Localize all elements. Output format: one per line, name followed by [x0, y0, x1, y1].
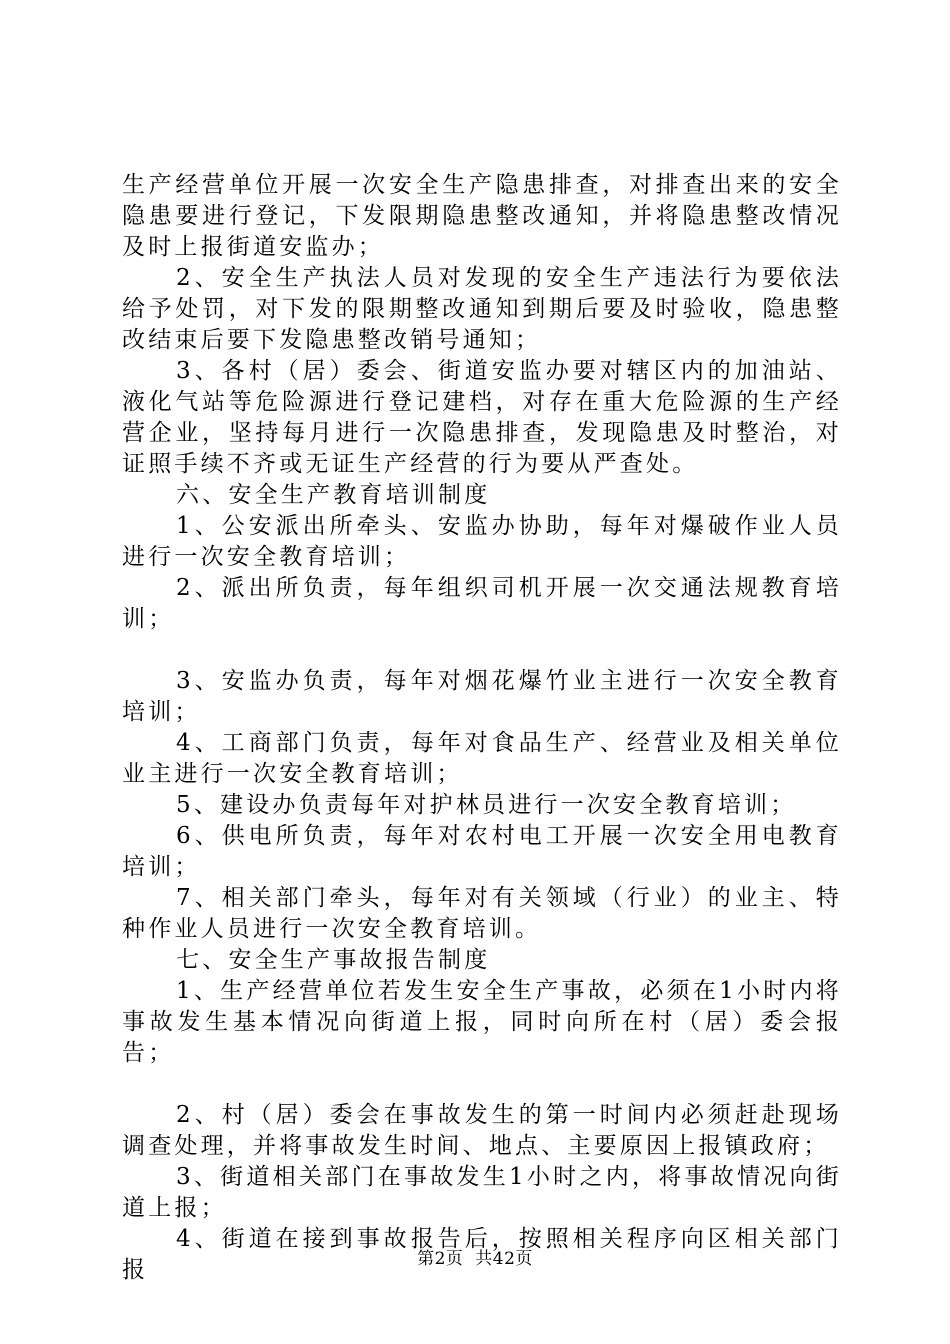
paragraph-item-6: 6、供电所负责，每年对农村电工开展一次安全用电教育培训；: [122, 823, 842, 880]
document-body: [122, 170, 842, 1286]
paragraph-item-4: 4、街道在接到事故报告后，按照相关程序向区相关部门报: [122, 1226, 842, 1283]
paragraph-item-2: 2、村（居）委会在事故发生的第一时间内必须赶赴现场调查处理，并将事故发生时间、地点、主要原因上报镇政府；: [122, 1102, 842, 1159]
paragraph-item-5: 5、建设办负责每年对护林员进行一次安全教育培训；: [176, 792, 797, 818]
paragraph-item-1: 1、公安派出所牵头、安监办协助，每年对爆破作业人员进行一次安全教育培训；: [122, 513, 842, 570]
paragraph-item-2: 2、派出所负责，每年组织司机开展一次交通法规教育培训；: [122, 575, 842, 632]
section-heading-six: 六、安全生产教育培训制度: [176, 482, 491, 508]
footer-separator: [463, 1249, 475, 1269]
page-footer: [0, 1244, 950, 1269]
paragraph-continuation: 生产经营单位开展一次安全生产隐患排查，对排查出来的安全隐患要进行登记，下发限期隐患整改通知，并将隐患整改情况及时上报街道安监办；: [122, 172, 842, 260]
paragraph-item-3: 3、各村（居）委会、街道安监办要对辖区内的加油站、液化气站等危险源进行登记建档，对存在重大危险源的生产经营企业，坚持每月进行一次隐患排查，发现隐患及时整治，对证照手续不齐或无证生产经营的行为要从严查处。: [122, 358, 842, 477]
paragraph-item-3: 3、街道相关部门在事故发生1小时之内，将事故情况向街道上报；: [122, 1164, 842, 1221]
paragraph-item-4: 4、工商部门负责，每年对食品生产、经营业及相关单位业主进行一次安全教育培训；: [122, 730, 842, 787]
paragraph-item-7: 7、相关部门牵头，每年对有关领域（行业）的业主、特种作业人员进行一次安全教育培训。: [122, 885, 842, 942]
page-number: 第2页: [417, 1249, 464, 1269]
paragraph-item-3: 3、安监办负责，每年对烟花爆竹业主进行一次安全教育培训；: [122, 668, 842, 725]
paragraph-item-2: 2、安全生产执法人员对发现的安全生产违法行为要依法给予处罚，对下发的限期整改通知到期后要及时验收，隐患整改结束后要下发隐患整改销号通知；: [122, 265, 842, 353]
section-heading-seven: 七、安全生产事故报告制度: [176, 947, 491, 973]
paragraph-item-1: 1、生产经营单位若发生安全生产事故，必须在1小时内将事故发生基本情况向街道上报，同时向所在村（居）委会报告；: [122, 978, 842, 1066]
page-total: 共42页: [475, 1249, 533, 1269]
